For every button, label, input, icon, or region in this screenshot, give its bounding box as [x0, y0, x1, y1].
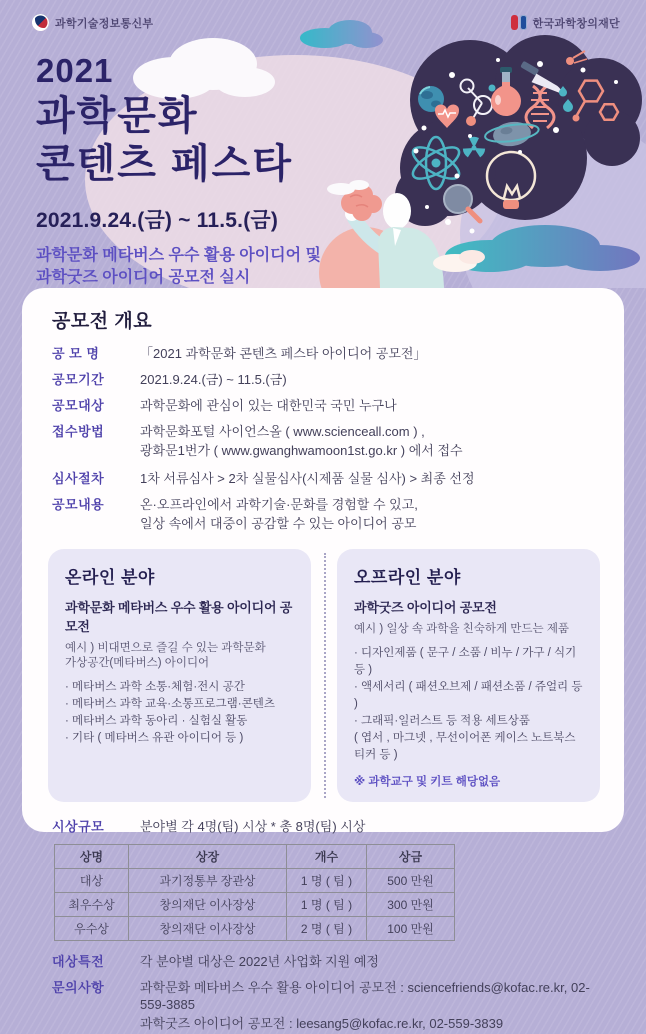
col-header: 상장 [129, 845, 287, 869]
offline-subheading: 과학굿즈 아이디어 공모전 [354, 600, 497, 615]
row-label: 심사절차 [52, 471, 105, 486]
list-item: · 메타버스 과학 교육·소통프로그램·콘텐츠 [65, 696, 297, 713]
list-item: · 액세서리 ( 패션오브제 / 패션소품 / 쥬얼리 등 ) [354, 679, 586, 713]
table-row: 최우수상 창의재단 이사장상 1 명 ( 팀 ) 300 만원 [55, 893, 455, 917]
row-value: 「2021 과학문화 콘텐츠 페스타 아이디어 공모전」 [140, 346, 427, 361]
offline-example: 예시 ) 일상 속 과학을 친숙하게 만드는 제품 [354, 623, 570, 635]
foundation-logo-label: 한국과학창의재단 [532, 17, 620, 30]
row-value: 1차 서류심사 > 2차 실물심사(시제품 실물 심사) > 최종 선정 [140, 471, 475, 486]
benefit-row [52, 953, 600, 970]
list-item: · 그래픽·일러스트 등 적용 세트상품 [354, 713, 586, 730]
overview-row-judging [52, 470, 600, 487]
overview-row-content [52, 496, 600, 534]
offline-panel [337, 549, 600, 802]
ministry-logo-label: 과학기술정보통신부 [55, 17, 154, 30]
table-row: 대상 과기정통부 장관상 1 명 ( 팀 ) 500 만원 [55, 869, 455, 893]
list-item-continuation: ( 엽서 , 마그넷 , 무선이어폰 케이스 노트북스티커 등 ) [354, 732, 576, 761]
category-panels [48, 549, 600, 802]
poster-title [36, 92, 321, 188]
list-item: · 기타 ( 메타버스 유관 아이디어 등 ) [65, 730, 297, 747]
header [0, 14, 646, 31]
offline-note: ※ 과학교구 및 키트 해당없음 [354, 776, 501, 788]
awards-table [54, 844, 455, 941]
awards-row [52, 818, 600, 835]
col-header: 상금 [367, 845, 455, 869]
ministry-logo [32, 14, 153, 31]
contact-lines [140, 979, 600, 1034]
overview-row-apply [52, 423, 600, 461]
col-header: 상명 [55, 845, 129, 869]
row-value: 과학문화포털 사이언스올 ( www.scienceall.com ) , 광화문1번가 ( www.gwanghwamoon1st.go.kr ) 에서 접수 [140, 424, 463, 458]
offline-bullet-list [354, 645, 586, 764]
row-label: 공모기간 [52, 372, 105, 387]
online-panel [48, 549, 311, 802]
online-subheading: 과학문화 메타버스 우수 활용 아이디어 공모전 [65, 600, 293, 634]
overview-card [22, 288, 624, 1031]
list-item: · 디자인제품 ( 문구 / 소품 / 비누 / 가구 / 식기 등 ) [354, 645, 586, 679]
contact-row [52, 979, 600, 1034]
table-row: 우수상 창의재단 이사장상 2 명 ( 팀 ) 100 만원 [55, 917, 455, 941]
title-line2: 콘텐츠 페스타 [36, 142, 293, 186]
taegeuk-icon [32, 14, 49, 31]
row-label: 대상특전 [52, 954, 105, 969]
hero-section [0, 0, 646, 288]
overview-row-period [52, 371, 600, 388]
online-heading: 온라인 분야 [65, 568, 155, 587]
list-item: · 메타버스 과학 동아리 · 실험실 활동 [65, 713, 297, 730]
row-label: 문의사항 [52, 980, 105, 995]
foundation-logo-icon [511, 15, 527, 30]
overview-row-name [52, 345, 600, 362]
row-value: 온·오프라인에서 과학기술·문화를 경험할 수 있고, 일상 속에서 대중이 공감할 수 있는 아이디어 공모 [140, 497, 418, 531]
contact-line: 과학굿즈 아이디어 공모전 : leesang5@kofac.re.kr, 02-559-3839 [140, 1016, 504, 1031]
event-dates: 2021.9.24.(금) ~ 11.5.(금) [36, 209, 279, 232]
offline-heading: 오프라인 분야 [354, 568, 461, 587]
row-value: 2021.9.24.(금) ~ 11.5.(금) [140, 372, 287, 387]
hero-text [36, 52, 321, 289]
row-label: 공모대상 [52, 398, 105, 413]
row-value: 과학문화에 관심이 있는 대한민국 국민 누구나 [140, 398, 397, 413]
row-label: 시상규모 [52, 819, 105, 834]
table-header-row [55, 845, 455, 869]
row-label: 공 모 명 [52, 346, 100, 361]
awards-summary: 분야별 각 4명(팀) 시상 * 총 8명(팀) 시상 [140, 819, 366, 834]
benefit-text: 각 분야별 대상은 2022년 사업화 지원 예정 [140, 954, 379, 969]
foundation-logo [511, 14, 620, 31]
contact-line: 과학문화 메타버스 우수 활용 아이디어 공모전 : sciencefriends@kofac.re.kr, 02-559-3885 [140, 980, 590, 1012]
col-header: 개수 [287, 845, 367, 869]
hero-year: 2021 [36, 52, 114, 89]
overview-heading: 공모전 개요 [52, 311, 153, 332]
row-label: 공모내용 [52, 497, 105, 512]
overview-row-target [52, 397, 600, 414]
row-label: 접수방법 [52, 424, 105, 439]
online-bullet-list [65, 679, 297, 747]
title-line1: 과학문화 [36, 94, 199, 138]
list-item: · 메타버스 과학 소통·체험·전시 공간 [65, 679, 297, 696]
hero-subtitle: 과학문화 메타버스 우수 활용 아이디어 및 과학굿즈 아이디어 공모전 실시 [36, 247, 321, 286]
online-example: 예시 ) 비대면으로 즐길 수 있는 과학문화 가상공간(메타버스) 아이디어 [65, 642, 266, 669]
